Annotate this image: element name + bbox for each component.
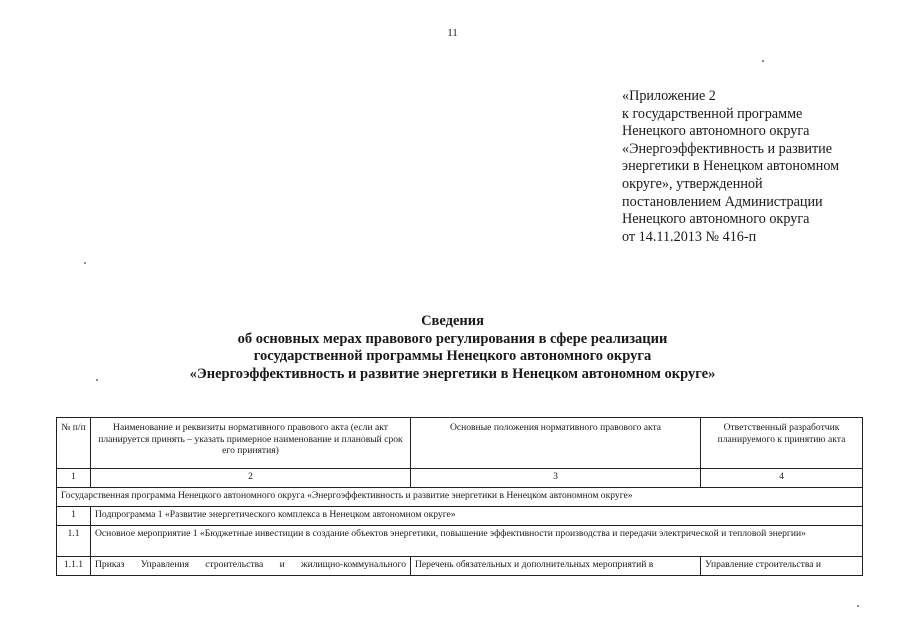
column-number: 1 [57, 469, 91, 488]
column-number: 3 [411, 469, 701, 488]
heading-title: Сведения [421, 313, 484, 329]
subprogram-number: 1 [57, 507, 91, 526]
appendix-line: «Энергоэффективность и развитие [622, 140, 833, 157]
header-number: № п/п [57, 418, 91, 469]
column-number-row [57, 469, 863, 488]
scan-speck [96, 379, 98, 381]
appendix-line: от 14.11.2013 № 416-п [622, 228, 757, 245]
scan-speck [84, 262, 86, 264]
act-developer: Управление строительства и [701, 557, 863, 576]
header-provisions: Основные положения нормативного правового акта [411, 418, 701, 469]
program-row [57, 488, 863, 507]
document-heading [0, 313, 905, 383]
appendix-reference [622, 88, 892, 246]
measure-number: 1.1 [57, 526, 91, 557]
measure-row [57, 526, 863, 557]
column-number: 4 [701, 469, 863, 488]
act-provisions: Перечень обязательных и дополнительных мероприятий в [411, 557, 701, 576]
appendix-line: Ненецкого автономного округа [622, 123, 810, 140]
page-number: 11 [447, 27, 458, 39]
appendix-line: к государственной программе [622, 105, 803, 122]
measures-table [56, 417, 863, 576]
scan-speck [857, 605, 859, 607]
program-title: Государственная программа Ненецкого автономного округа «Энергоэффективность и развитие энергетики в Ненецком автономном округе» [57, 488, 863, 507]
header-developer: Ответственный разработчик планируемого к принятию акта [701, 418, 863, 469]
heading-line: государственной программы Ненецкого автономного округа [253, 348, 652, 365]
subprogram-row [57, 507, 863, 526]
appendix-line: Ненецкого автономного округа [622, 211, 810, 228]
heading-line: об основных мерах правового регулирования в сфере реализации [237, 330, 668, 347]
subprogram-title: Подпрограмма 1 «Развитие энергетического комплекса в Ненецком автономном округе» [91, 507, 863, 526]
column-number: 2 [91, 469, 411, 488]
appendix-line: округе», утвержденной [622, 175, 763, 192]
measure-title: Основное мероприятие 1 «Бюджетные инвестиции в создание объектов энергетики, повышение эффективности производства и передачи электрической и тепловой энергии» [91, 526, 863, 557]
act-number: 1.1.1 [57, 557, 91, 576]
appendix-line: «Приложение 2 [622, 88, 716, 104]
scan-speck [762, 60, 764, 62]
appendix-line: постановлением Администрации [622, 193, 823, 210]
heading-line: «Энергоэффективность и развитие энергетики в Ненецком автономном округе» [189, 365, 716, 382]
table-header-row [57, 418, 863, 469]
table-row [57, 557, 863, 576]
header-act-name: Наименование и реквизиты нормативного правового акта (если акт планируется принять – указать примерное наименование и плановый срок его принятия) [91, 418, 411, 469]
appendix-line: энергетики в Ненецком автономном [622, 158, 840, 175]
act-name: Приказ Управления строительства и жилищно-коммунального [91, 557, 411, 576]
